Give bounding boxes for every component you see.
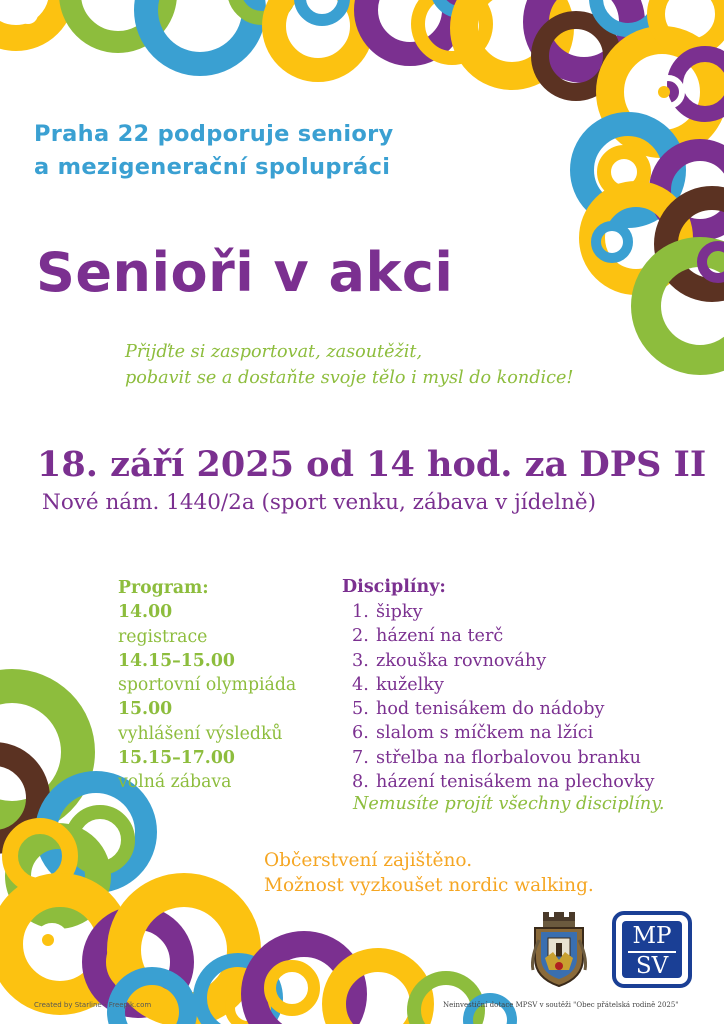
program-section <box>118 576 296 795</box>
event-date: 18. září 2025 od 14 hod. za DPS II <box>37 444 707 485</box>
intro-line-1: Přijďte si zasportovat, zasoutěžit, <box>125 342 423 362</box>
praha-22-coat-of-arms-icon <box>529 910 589 990</box>
list-item-number: 6. <box>352 723 369 744</box>
subtitle <box>34 118 394 184</box>
list-item-label: házení na terč <box>376 626 504 647</box>
list-item-number: 4. <box>352 674 369 695</box>
mpsv-logo-bottom: SV <box>635 953 669 979</box>
list-item-label: házení tenisákem na plechovky <box>376 772 655 793</box>
list-item-number: 3. <box>352 650 369 671</box>
program-label: volná zábava <box>118 772 232 793</box>
event-venue: Nové nám. 1440/2a (sport venku, zábava v jídelně) <box>42 490 596 515</box>
list-item <box>352 649 654 673</box>
program-time: 15.00 <box>118 699 173 720</box>
program-heading: Program: <box>118 578 209 598</box>
list-item-label: šipky <box>376 602 423 622</box>
list-item-label: zkouška rovnováhy <box>376 650 547 671</box>
extras-text <box>264 848 594 898</box>
list-item <box>352 721 654 745</box>
list-item <box>352 624 654 648</box>
list-item <box>352 697 654 721</box>
subtitle-line-1: Praha 22 podporuje seniory <box>34 121 394 147</box>
list-item <box>352 600 654 624</box>
list-item-label: kuželky <box>376 674 444 695</box>
extras-line-1: Občerstvení zajištěno. <box>264 850 473 871</box>
list-item-number: 1. <box>352 602 369 622</box>
list-item-number: 8. <box>352 772 369 793</box>
disciplines-list <box>352 600 654 794</box>
list-item <box>352 770 654 794</box>
intro-line-2: pobavit se a dostaňte svoje tělo i mysl do kondice! <box>125 368 574 388</box>
grant-note: Neinvestiční dotace MPSV v soutěži "Obec přátelská rodině 2025" <box>443 1001 679 1009</box>
list-item-label: slalom s míčkem na lžíci <box>376 723 594 744</box>
disciplines-note: Nemusíte projít všechny disciplíny. <box>353 794 665 814</box>
program-time: 15.15–17.00 <box>118 748 235 769</box>
disciplines-heading: Disciplíny: <box>342 577 446 597</box>
list-item-label: hod tenisákem do nádoby <box>376 699 605 720</box>
image-credit: Created by Starline - Freepik.com <box>34 1001 152 1009</box>
list-item <box>352 673 654 697</box>
list-item-label: střelba na florbalovou branku <box>376 747 641 768</box>
list-item-number: 5. <box>352 699 369 720</box>
program-time: 14.00 <box>118 602 173 623</box>
mpsv-logo-top: MP <box>632 923 672 949</box>
mpsv-logo <box>612 911 692 988</box>
program-label: sportovní olympiáda <box>118 675 297 696</box>
list-item-number: 7. <box>352 747 369 768</box>
program-time: 14.15–15.00 <box>118 650 235 671</box>
intro-text <box>125 339 573 391</box>
poster-title: Senioři v akci <box>36 241 454 304</box>
program-label: registrace <box>118 626 208 647</box>
list-item <box>352 746 654 770</box>
extras-line-2: Možnost vyzkoušet nordic walking. <box>264 875 594 896</box>
list-item-number: 2. <box>352 626 369 647</box>
program-label: vyhlášení výsledků <box>118 723 283 744</box>
subtitle-line-2: a mezigenerační spolupráci <box>34 154 391 180</box>
mpsv-logo-panel <box>622 921 682 978</box>
